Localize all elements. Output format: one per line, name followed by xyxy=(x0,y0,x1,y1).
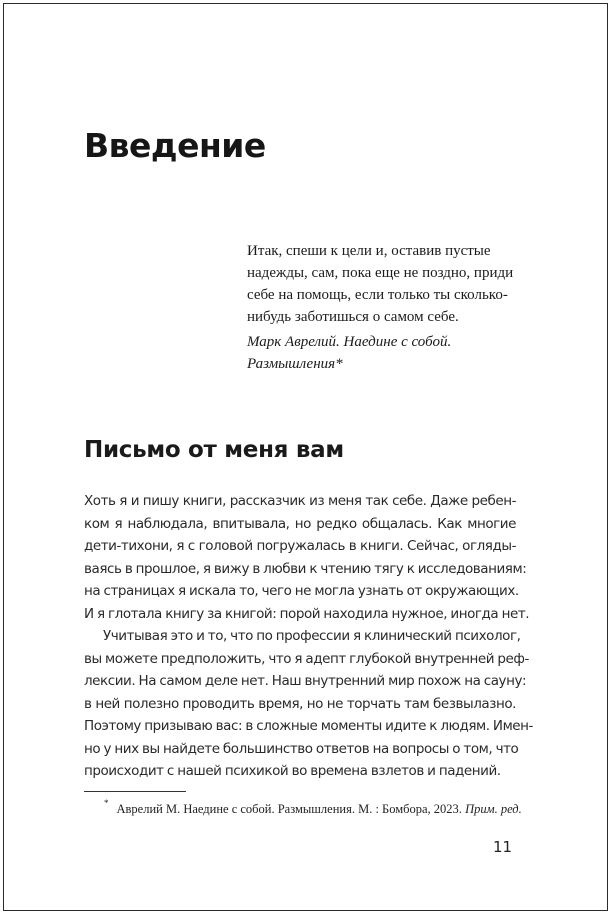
footnote-marker: * xyxy=(104,798,109,808)
footnote-text: Аврелий М. Наедине с собой. Размышления. М. : Бомбора, 2023. xyxy=(116,802,462,817)
page-number: 11 xyxy=(493,838,513,856)
epigraph xyxy=(247,240,527,375)
paragraph-line: дети-тихони, я с головой погружалась в книги. Сейчас, огляды- xyxy=(84,538,516,554)
footnote-marker: * xyxy=(335,356,343,372)
paragraph-line: происходит с нашей психикой во времена взлетов и падений. xyxy=(84,763,501,779)
paragraph-line: в ней полезно проводить время, но не торчать там безвылазно. xyxy=(84,695,516,712)
paragraph-line: лексии. На самом деле нет. Наш внутренний мир похож на сауну: xyxy=(84,673,527,689)
epigraph-attribution: Марк Аврелий. Наедине с собой. xyxy=(247,334,452,350)
paragraph-line: на страницах я искала то, чего не могла узнать от окружающих. xyxy=(84,583,519,599)
paragraph-line: Учитывая это и то, что по профессии я клинический психолог, xyxy=(103,628,521,644)
epigraph-attribution-text: Размышления xyxy=(247,356,336,372)
paragraph-line: Поэтому призываю вас: в сложные моменты идите к людям. Имен- xyxy=(84,718,533,734)
paragraph-line: И я глотала книгу за книгой: порой находила нужное, иногда нет. xyxy=(84,605,530,622)
chapter-title: Введение xyxy=(84,126,266,165)
epigraph-attribution-title xyxy=(247,353,527,375)
paragraph-line: вы можете предположить, что я адепт глубокой внутренней реф- xyxy=(84,650,529,667)
body-text xyxy=(84,490,533,783)
epigraph-line: себе на помощь, если только ты сколько- xyxy=(247,287,508,303)
footnote-divider xyxy=(84,791,186,792)
footnote-editor-note: Прим. ред. xyxy=(465,802,522,817)
epigraph-line: надежды, сам, пока еще не поздно, приди xyxy=(247,265,514,281)
epigraph-line: нибудь заботишься о самом себе. xyxy=(247,309,459,325)
paragraph-line: но у них вы найдете большинство ответов на вопросы о том, что xyxy=(84,740,519,757)
footnote xyxy=(104,800,522,817)
paragraph-line: ком я наблюдала, впитывала, но редко общалась. Как многие xyxy=(84,515,516,532)
book-page xyxy=(3,3,608,911)
paragraph-line: ваясь в прошлое, я вижу в любви к чтению тягу к исследованиям: xyxy=(84,560,527,577)
paragraph-line: Хоть я и пишу книги, рассказчик из меня так себе. Даже ребен- xyxy=(84,493,516,509)
section-title: Письмо от меня вам xyxy=(84,437,344,463)
epigraph-line: Итак, спеши к цели и, оставив пустые xyxy=(247,243,491,259)
